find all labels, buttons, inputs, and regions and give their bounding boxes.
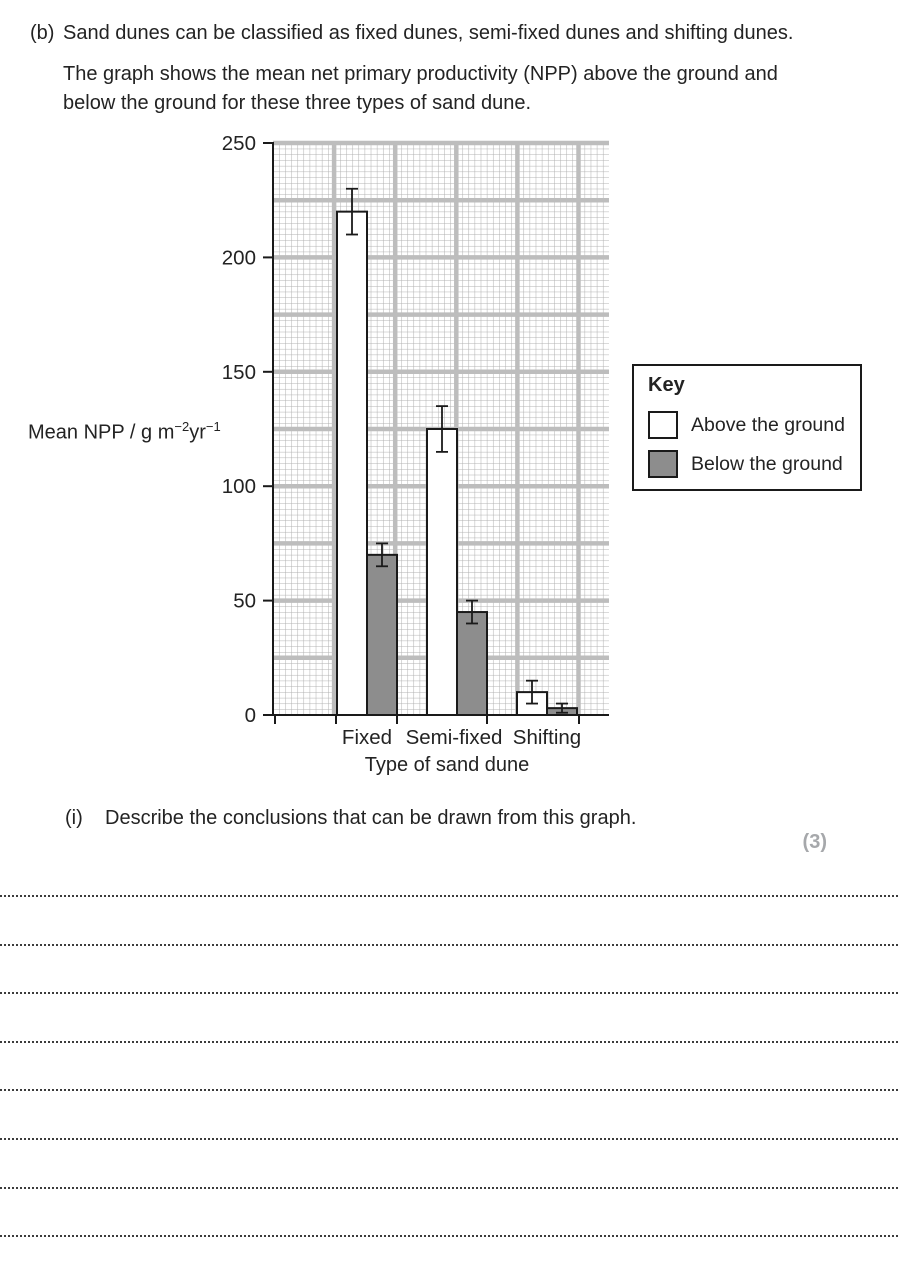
key-title: Key (648, 374, 685, 396)
bar-fixed-above (337, 212, 367, 715)
answer-line (0, 1235, 898, 1237)
sub-label: (i) (65, 807, 83, 829)
intro-paragraph (63, 60, 778, 118)
y-tick-label: 100 (221, 475, 256, 499)
question-part-b (30, 20, 793, 46)
category-label-semi-fixed: Semi-fixed (405, 726, 503, 749)
below-ground-label: Below the ground (691, 452, 843, 475)
answer-line (0, 1138, 898, 1140)
key-row-below-ground (648, 449, 843, 479)
sub-text: Describe the conclusions that can be drawn from this graph. (105, 807, 637, 829)
key-row-above-ground (648, 410, 845, 440)
answer-line (0, 1187, 898, 1189)
chart-key (632, 364, 862, 491)
answer-line (0, 1041, 898, 1043)
intro-line-2: below the ground for these three types of sand dune. (63, 92, 532, 114)
answer-line (0, 944, 898, 946)
part-label: (b) (30, 22, 55, 44)
bar-fixed-below (367, 555, 397, 715)
y-tick-label: 0 (244, 704, 256, 727)
part-text: Sand dunes can be classified as fixed dunes, semi-fixed dunes and shifting dunes. (63, 22, 794, 44)
above-ground-swatch (648, 411, 678, 439)
y-axis-label: Mean NPP / g $m^{-2}yr^{-1}$ (28, 419, 221, 444)
bar-semi-fixed-below (457, 612, 487, 715)
y-tick-label: 150 (221, 360, 256, 384)
intro-line-1: The graph shows the mean net primary productivity (NPP) above the ground and (63, 63, 778, 85)
answer-line (0, 992, 898, 994)
y-tick-label: 50 (233, 589, 256, 613)
category-label-fixed: Fixed (341, 726, 393, 749)
below-ground-swatch (648, 450, 678, 478)
bar-semi-fixed-above (427, 429, 457, 715)
question-part-i (65, 805, 636, 831)
x-axis-label: Type of sand dune (364, 754, 530, 776)
answer-line (0, 895, 898, 897)
category-label-shifting: Shifting (512, 726, 582, 749)
y-tick-label: 200 (221, 246, 256, 270)
marks-badge: (3) (802, 831, 827, 853)
above-ground-label: Above the ground (691, 413, 845, 436)
y-tick-label: 250 (221, 132, 256, 155)
answer-line (0, 1089, 898, 1091)
